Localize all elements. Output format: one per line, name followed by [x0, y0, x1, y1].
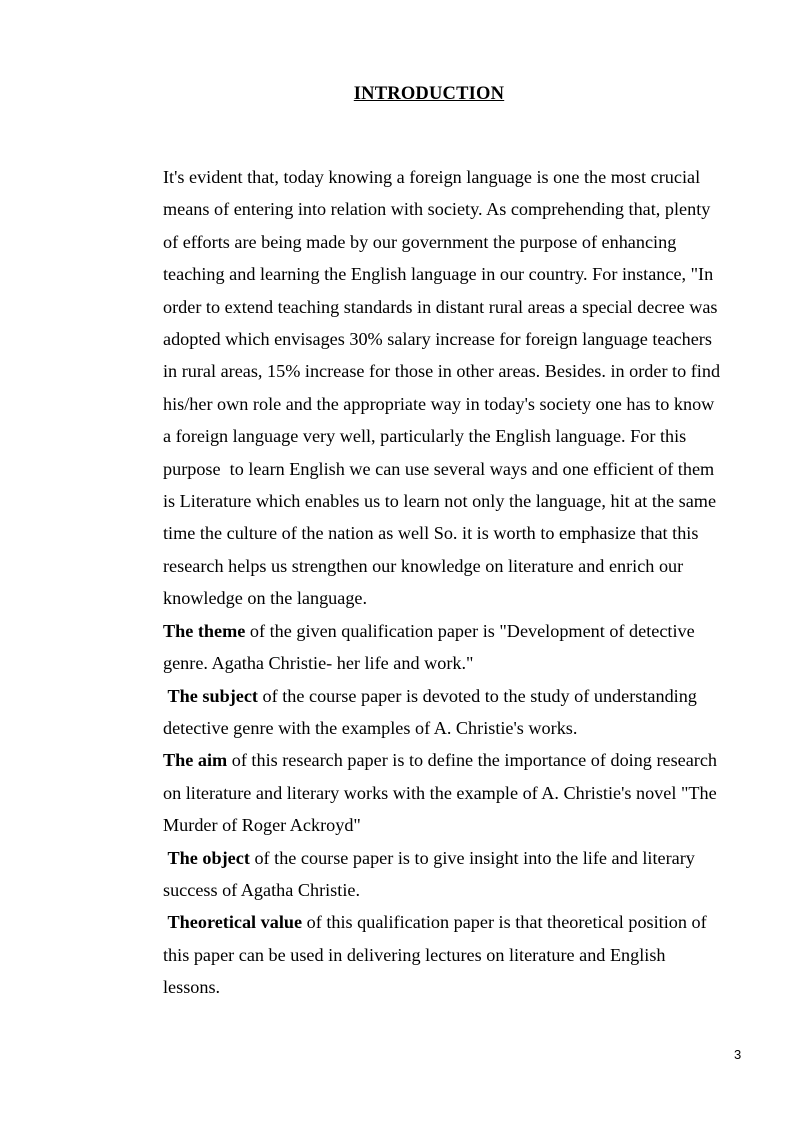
text-line: on literature and literary works with the example of A. Christie's novel "The	[163, 782, 717, 803]
text-line: time the culture of the nation as well So. it is worth to emphasize that this	[163, 523, 699, 544]
theoretical-value-label: Theoretical value	[167, 912, 303, 933]
object-label: The object	[167, 847, 250, 868]
text-line: It's evident that, today knowing a foreign language is one the most crucial	[163, 167, 701, 187]
text-line: adopted which envisages 30% salary increase for foreign language teachers	[163, 329, 712, 350]
text-line: detective genre with the examples of A. Christie's works.	[163, 717, 578, 738]
text-line: this paper can be used in delivering lectures on literature and English	[163, 944, 666, 965]
object-text: of the course paper is to give insight into the life and literary	[249, 847, 695, 868]
aim-text: of this research paper is to define the importance of doing research	[227, 750, 718, 771]
text-line	[163, 744, 753, 776]
text-line: Murder of Roger Ackroyd"	[163, 815, 361, 836]
theoretical-value-text: of this qualification paper is that theoretical position of	[302, 912, 707, 933]
page-number: 3	[734, 1047, 742, 1062]
document-body	[163, 161, 753, 1004]
text-line: knowledge on the language.	[163, 588, 368, 609]
object-paragraph	[163, 842, 753, 907]
aim-label: The aim	[163, 750, 228, 771]
subject-paragraph	[163, 680, 753, 745]
text-line	[163, 615, 753, 647]
text-line: his/her own role and the appropriate way in today's society one has to know	[163, 393, 715, 414]
theme-text: of the given qualification paper is "Development of detective	[245, 620, 695, 641]
text-line: is Literature which enables us to learn not only the language, hit at the same	[163, 491, 717, 512]
text-line: means of entering into relation with society. As comprehending that, plenty	[163, 199, 711, 220]
text-line	[163, 842, 753, 874]
text-line: purpose to learn English we can use several ways and one efficient of them	[163, 458, 715, 479]
text-line: a foreign language very well, particularly the English language. For this	[163, 426, 687, 447]
text-line: lessons.	[163, 977, 221, 998]
text-line: order to extend teaching standards in distant rural areas a special decree was	[163, 296, 718, 317]
aim-paragraph	[163, 744, 753, 841]
text-line: research helps us strengthen our knowledge on literature and enrich our	[163, 555, 684, 576]
subject-text: of the course paper is devoted to the study of understanding	[257, 685, 697, 706]
theme-label: The theme	[163, 620, 246, 641]
text-line: success of Agatha Christie.	[163, 879, 360, 900]
theoretical-value-paragraph	[163, 906, 753, 1003]
text-line: in rural areas, 15% increase for those in other areas. Besides. in order to find	[163, 361, 721, 382]
text-line: teaching and learning the English language in our country. For instance, "In	[163, 264, 714, 285]
text-line: of efforts are being made by our government the purpose of enhancing	[163, 231, 677, 252]
intro-paragraph	[163, 161, 753, 615]
text-line	[163, 906, 753, 938]
text-line: genre. Agatha Christie- her life and work."	[163, 653, 474, 674]
theme-paragraph	[163, 615, 753, 680]
text-line	[163, 680, 753, 712]
page-title: INTRODUCTION	[353, 84, 505, 104]
subject-label: The subject	[167, 685, 258, 706]
